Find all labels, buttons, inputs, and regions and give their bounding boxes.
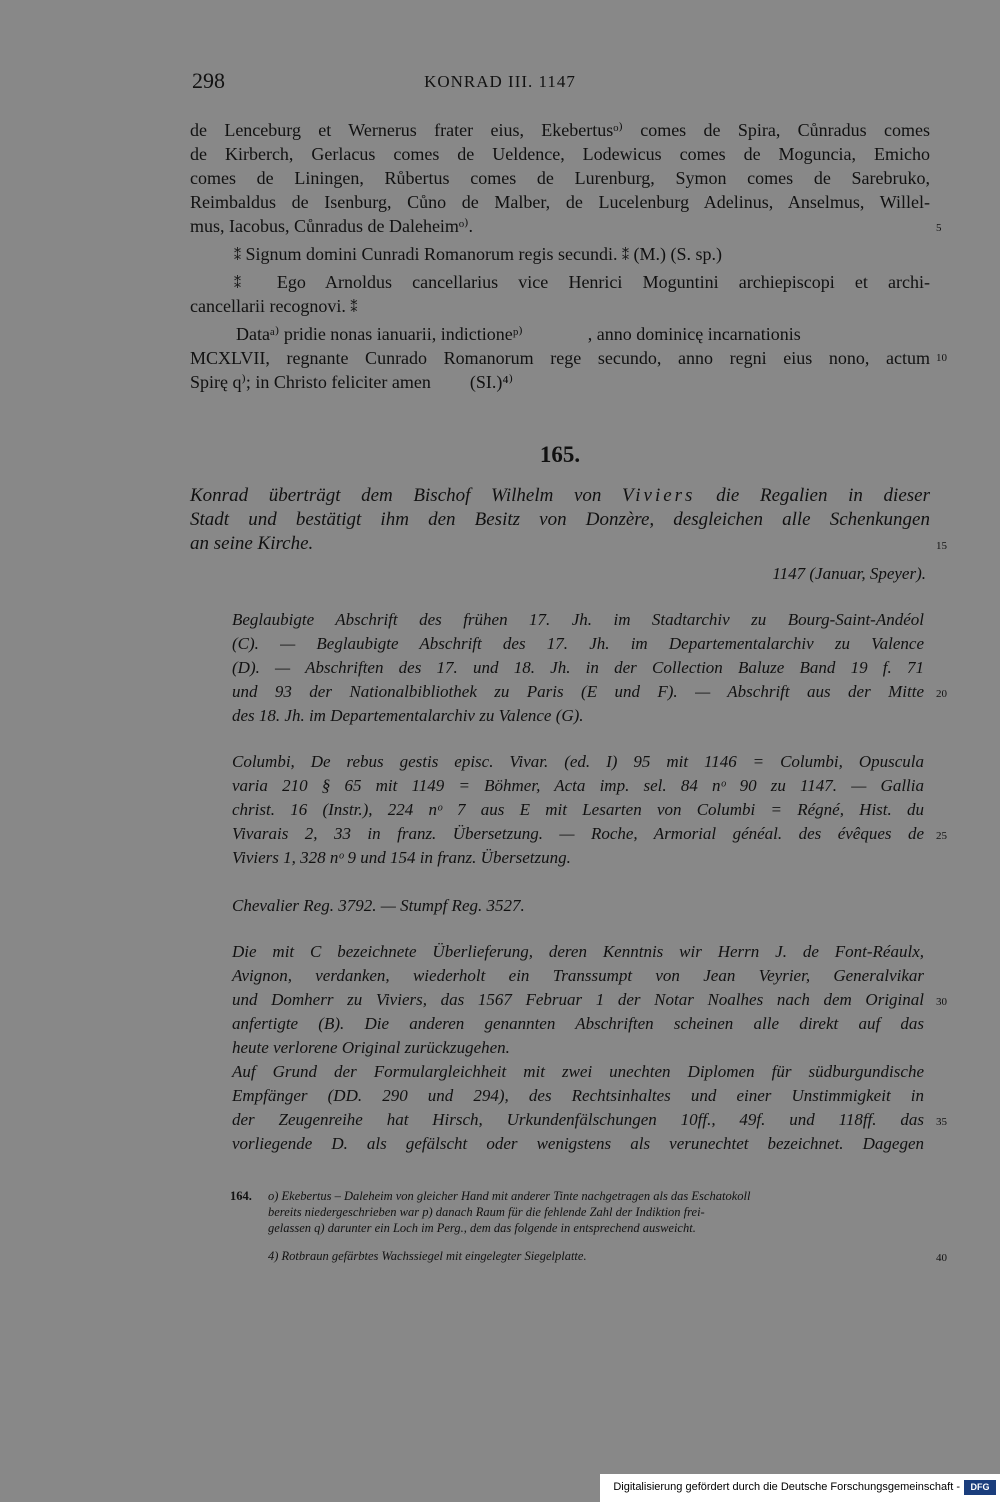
seal-mark: (SI.)⁴⁾ — [469, 372, 514, 392]
regest-line — [190, 484, 930, 508]
dating-text: , anno dominicę incarnationis — [587, 324, 801, 344]
line-number: 15 — [936, 540, 947, 552]
recognition-text: cancellarii recognovi. — [190, 296, 346, 316]
prints-line: christ. 16 (Instr.), 224 nᵒ 7 aus E mit Lesarten von Columbi = Régné, Hist. du — [232, 800, 924, 819]
tradition-line: (C). — Beglaubigte Abschrift des 17. Jh. im Departementalarchiv zu Valence — [232, 634, 924, 653]
line-number: 40 — [936, 1252, 947, 1264]
prints-line: Columbi, De rebus gestis episc. Vivar. (ed. I) 95 mit 1146 = Columbi, Opuscula — [232, 752, 924, 771]
recognition-text: Ego Arnoldus cancellarius vice Henrici Moguntini archiepiscopi et archi- — [276, 272, 931, 292]
dating-text: Spirę q⁾; in Christo feliciter amen — [190, 372, 431, 392]
cross-sign-icon: ⁑ — [350, 301, 358, 316]
footnote-line: 4) Rotbraun gefärbtes Wachssiegel mit eingelegter Siegelplatte. — [268, 1249, 587, 1263]
running-title: KONRAD III. 1147 — [424, 72, 576, 91]
footer-credit: Digitalisierung gefördert durch die Deutsche Forschungsgemeinschaft - — [613, 1481, 960, 1493]
prints-line: Vivarais 2, 33 in franz. Übersetzung. — Roche, Armorial généal. des évêques de — [232, 824, 924, 843]
witness-line: de Kirberch, Gerlacus comes de Ueldence, Lodewicus comes de Moguncia, Emicho — [190, 144, 930, 164]
prints-line: Viviers 1, 328 nᵒ 9 und 154 in franz. Übersetzung. — [232, 848, 571, 867]
witness-line: comes de Liningen, Růbertus comes de Lurenburg, Symon comes de Sarebruko, — [190, 168, 930, 188]
footnote-line: o) Ekebertus – Daleheim von gleicher Hand mit anderer Tinte nachgetragen als das Eschatokoll — [268, 1189, 751, 1203]
witness-line: mus, Iacobus, Cůnradus de Daleheimᵒ⁾. — [190, 216, 474, 236]
commentary-line: anfertigte (B). Die anderen genannten Abschriften scheinen alle direkt auf das — [232, 1014, 924, 1033]
footnote-line: bereits niedergeschrieben war p) danach Raum für die fehlende Zahl der Indiktion frei- — [268, 1205, 705, 1219]
dating-text: Dataᵃ⁾ pridie nonas ianuarii, indictioneᵖ⁾ — [236, 324, 523, 344]
footnote-line: gelassen q) darunter ein Loch im Perg., dem das folgende in entsprechend ausweicht. — [268, 1221, 696, 1235]
line-number: 5 — [936, 222, 942, 234]
commentary-line: Avignon, verdanken, wiederholt ein Transsumpt von Jean Veyrier, Generalvikar — [232, 966, 924, 985]
tradition-line: und 93 der Nationalbibliothek zu Paris (E und F). — Abschrift aus der Mitte — [232, 682, 924, 701]
signum-line — [234, 242, 834, 269]
regest-text: Konrad überträgt dem Bischof Wilhelm von — [190, 485, 602, 506]
commentary-line: Auf Grund der Formulargleichheit mit zwei unechten Diplomen für südburgundische — [232, 1062, 924, 1081]
digitization-footer — [600, 1474, 1000, 1502]
regest-line: an seine Kirche. — [190, 533, 314, 554]
line-number: 25 — [936, 830, 947, 842]
dating-line-2: MCXLVII, regnante Cunrado Romanorum rege secundo, anno regni eius nono, actum — [190, 348, 930, 368]
regest-line: Stadt und bestätigt ihm den Besitz von Donzère, desgleichen alle Schenkungen — [190, 509, 930, 530]
page-number: 298 — [192, 68, 225, 93]
monogram-sign-icon: ⁑ — [621, 249, 629, 264]
line-number: 30 — [936, 996, 947, 1008]
dating-line-3 — [190, 370, 930, 394]
place-name: Viviers — [622, 485, 696, 506]
line-number: 10 — [936, 352, 947, 364]
commentary-line: und Domherr zu Viviers, das 1567 Februar 1 der Notar Noalhes nach dem Original — [232, 990, 924, 1009]
recognition-line-2 — [190, 294, 930, 321]
tradition-line: Beglaubigte Abschrift des frühen 17. Jh. im Stadtarchiv zu Bourg-Saint-Andéol — [232, 610, 924, 629]
regest-text: die Regalien in dieser — [716, 485, 930, 506]
commentary-line: der Zeugenreihe hat Hirsch, Urkundenfälschungen 10ff., 49f. und 118ff. das — [232, 1110, 924, 1129]
witness-line: Reimbaldus de Isenburg, Cůno de Malber, de Lucelenburg Adelinus, Anselmus, Willel- — [190, 192, 930, 212]
witness-line: de Lenceburg et Wernerus frater eius, Ekebertusᵒ⁾ comes de Spira, Cůnradus comes — [190, 120, 930, 140]
line-number: 35 — [936, 1116, 947, 1128]
footnote-ref: 164. — [230, 1189, 252, 1203]
commentary-line: Empfänger (DD. 290 und 294), des Rechtsinhaltes und einer Unstimmigkeit in — [232, 1086, 924, 1105]
signum-text: Signum domini Cunradi Romanorum regis secundi. — [245, 244, 618, 264]
commentary-line: vorliegende D. als gefälscht oder wenigstens als verunechtet bezeichnet. Dagegen — [232, 1134, 924, 1153]
tradition-line: (D). — Abschriften des 17. und 18. Jh. in der Collection Baluze Band 19 f. 71 — [232, 658, 924, 677]
cross-sign-icon: ⁑ — [234, 277, 257, 292]
commentary-line: Die mit C bezeichnete Überlieferung, deren Kenntnis wir Herrn J. de Font-Réaulx, — [232, 942, 924, 961]
tradition-line: des 18. Jh. im Departementalarchiv zu Valence (G). — [232, 706, 584, 725]
line-number: 20 — [936, 688, 947, 700]
signum-tail: (M.) (S. sp.) — [633, 244, 722, 264]
charter-number: 165. — [539, 442, 581, 467]
regesta-line: Chevalier Reg. 3792. — Stumpf Reg. 3527. — [232, 896, 525, 915]
dating-line-1 — [236, 322, 930, 346]
prints-line: varia 210 § 65 mit 1149 = Böhmer, Acta imp. sel. 84 nᵒ 90 zu 1147. — Gallia — [232, 776, 924, 795]
recognition-line-1 — [234, 270, 930, 297]
charter-date: 1147 (Januar, Speyer). — [772, 564, 926, 583]
dfg-logo: DFG — [964, 1480, 996, 1495]
commentary-line: heute verlorene Original zurückzugehen. — [232, 1038, 510, 1057]
cross-sign-icon: ⁑ — [234, 249, 241, 264]
